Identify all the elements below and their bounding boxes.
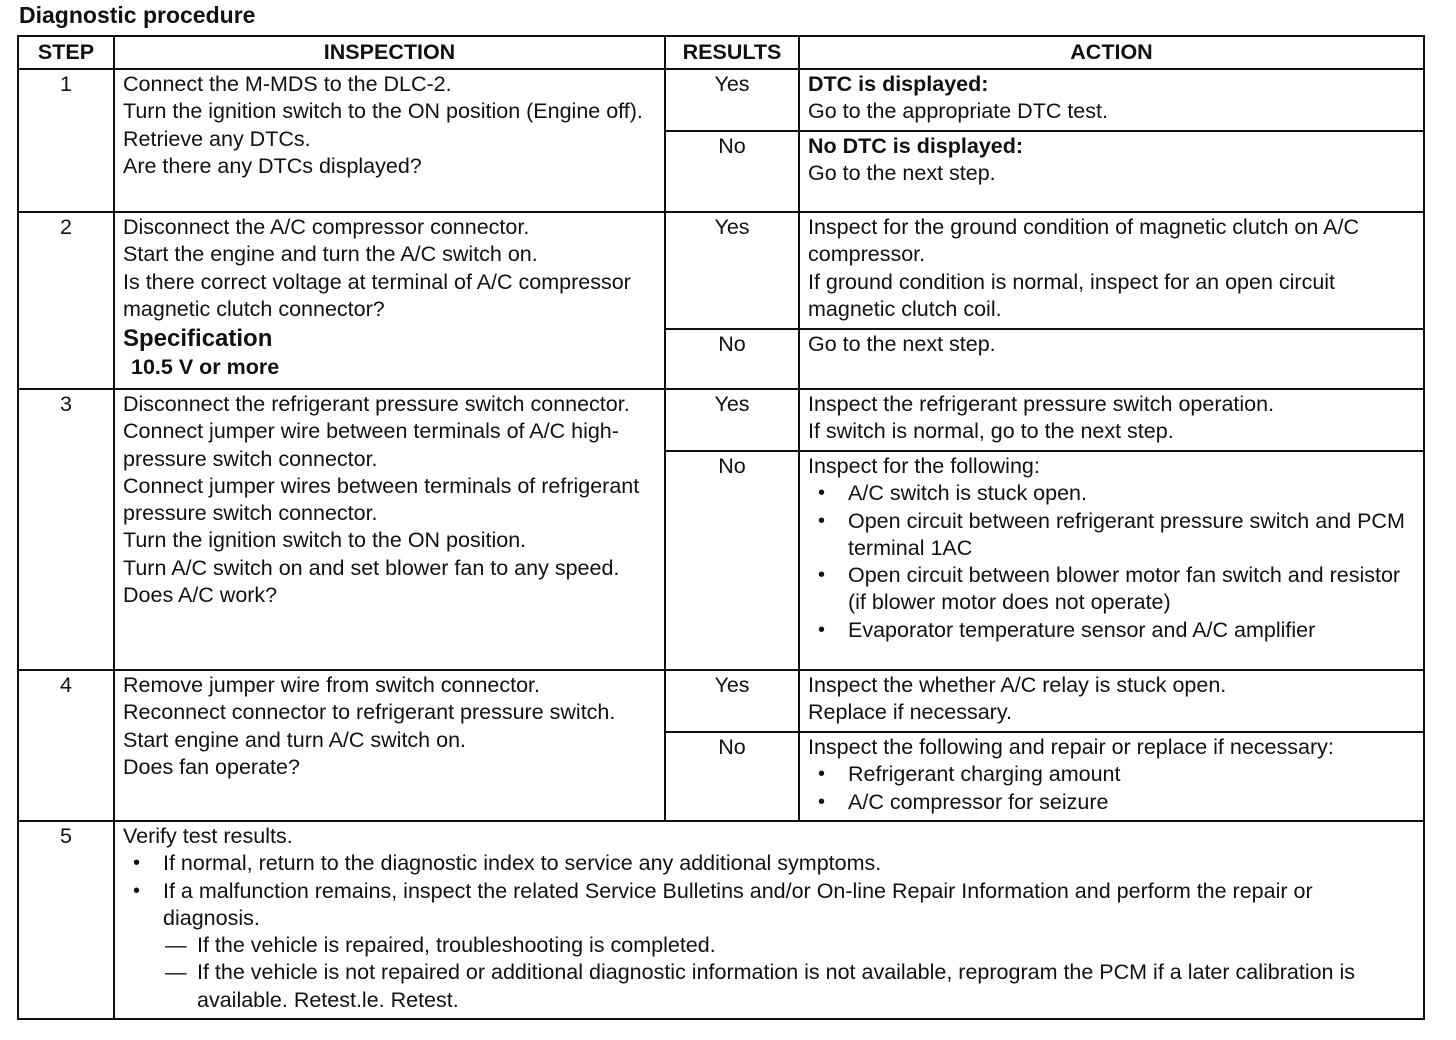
action-line: If ground condition is normal, inspect for an open circuit magnetic clutch coil. bbox=[808, 269, 1336, 321]
list-item: • If normal, return to the diagnostic index to service any additional symptoms. bbox=[163, 850, 1415, 877]
inspection-line: Disconnect the A/C compressor connector. bbox=[123, 215, 530, 239]
action-line: Go to the appropriate DTC test. bbox=[808, 99, 1108, 124]
list-item: • Refrigerant charging amount bbox=[848, 761, 1415, 788]
list-item: — If the vehicle is repaired, troubleshooting is completed. bbox=[197, 932, 1415, 959]
step-4-yes-row bbox=[18, 670, 1424, 732]
inspection-line: Remove jumper wire from switch connector. bbox=[123, 673, 541, 697]
step-number: 3 bbox=[18, 389, 114, 670]
list-item: • Open circuit between blower motor fan switch and resistor (if blower motor does not operate) bbox=[848, 562, 1415, 617]
header-results: RESULTS bbox=[665, 36, 799, 69]
action-bullet-list bbox=[808, 480, 1415, 644]
step-4-inspection bbox=[114, 670, 665, 821]
step-2-no-action bbox=[799, 329, 1424, 389]
action-bullet-list bbox=[808, 761, 1415, 816]
inspection-bullet-list bbox=[123, 850, 1415, 932]
table-header-row bbox=[18, 36, 1424, 69]
step-1-yes-action bbox=[799, 69, 1424, 131]
inspection-line: Does fan operate? bbox=[123, 754, 300, 779]
step-3-inspection bbox=[114, 389, 665, 670]
inspection-line: Turn A/C switch on and set blower fan to any speed. bbox=[123, 555, 620, 580]
result-no: No bbox=[665, 329, 799, 389]
action-line: Inspect for the ground condition of magnetic clutch on A/C compressor. bbox=[808, 215, 1359, 267]
action-line: Go to the next step. bbox=[808, 332, 996, 356]
step-1-inspection bbox=[114, 69, 665, 212]
header-step: STEP bbox=[18, 36, 114, 69]
list-item: — If the vehicle is not repaired or additional diagnostic information is not available, reprogram the PCM if a later calibration is available. Retest.le. Retest. bbox=[197, 959, 1415, 1014]
action-line: Go to the next step. bbox=[808, 161, 996, 186]
list-item: • If a malfunction remains, inspect the related Service Bulletins and/or On-line Repair Information and perform the repair or diagnosis. bbox=[163, 878, 1415, 933]
inspection-dash-list bbox=[123, 932, 1415, 1014]
inspection-line: Verify test results. bbox=[123, 824, 293, 848]
result-yes: Yes bbox=[665, 389, 799, 451]
specification-value: 10.5 V or more bbox=[131, 355, 280, 380]
result-yes: Yes bbox=[665, 670, 799, 732]
action-heading: DTC is displayed: bbox=[808, 72, 989, 96]
step-2-yes-action bbox=[799, 212, 1424, 329]
result-no: No bbox=[665, 732, 799, 821]
step-number: 1 bbox=[18, 69, 114, 212]
inspection-line: Are there any DTCs displayed? bbox=[123, 153, 422, 178]
step-3-no-action bbox=[799, 451, 1424, 670]
action-intro: Inspect for the following: bbox=[808, 454, 1040, 478]
action-line: Inspect the refrigerant pressure switch operation. bbox=[808, 392, 1275, 416]
result-yes: Yes bbox=[665, 69, 799, 131]
step-4-yes-action bbox=[799, 670, 1424, 732]
inspection-line: Is there correct voltage at terminal of A/C compressor magnetic clutch connector? bbox=[123, 269, 631, 321]
step-1-no-action bbox=[799, 131, 1424, 212]
step-number: 2 bbox=[18, 212, 114, 389]
step-5-inspection bbox=[114, 821, 1424, 1019]
result-no: No bbox=[665, 451, 799, 670]
result-yes: Yes bbox=[665, 212, 799, 329]
step-1-yes-row bbox=[18, 69, 1424, 131]
action-line: Replace if necessary. bbox=[808, 700, 1012, 725]
inspection-line: Connect jumper wires between terminals of refrigerant pressure switch connector. bbox=[123, 473, 640, 526]
inspection-line: Does A/C work? bbox=[123, 583, 278, 608]
step-2-inspection bbox=[114, 212, 665, 389]
result-no: No bbox=[665, 131, 799, 212]
step-number: 4 bbox=[18, 670, 114, 821]
inspection-line: Connect the M-MDS to the DLC-2. bbox=[123, 72, 452, 96]
action-intro: Inspect the following and repair or replace if necessary: bbox=[808, 735, 1334, 759]
list-item: • Open circuit between refrigerant pressure switch and PCM terminal 1AC bbox=[848, 508, 1415, 563]
inspection-line: Start engine and turn A/C switch on. bbox=[123, 727, 467, 752]
header-action: ACTION bbox=[799, 36, 1424, 69]
inspection-line: Turn the ignition switch to the ON position (Engine off). bbox=[123, 99, 643, 124]
diagnostic-procedure-table bbox=[17, 35, 1425, 1020]
inspection-line: Retrieve any DTCs. bbox=[123, 126, 311, 151]
action-line: Inspect the whether A/C relay is stuck open. bbox=[808, 673, 1227, 697]
inspection-line: Reconnect connector to refrigerant pressure switch. bbox=[123, 700, 616, 725]
specification-heading: Specification bbox=[123, 325, 273, 353]
step-5-row bbox=[18, 821, 1424, 1019]
list-item: • A/C switch is stuck open. bbox=[848, 480, 1415, 507]
page-title: Diagnostic procedure bbox=[19, 2, 256, 28]
inspection-line: Connect jumper wire between terminals of A/C high-pressure switch connector. bbox=[123, 419, 619, 471]
list-item: • Evaporator temperature sensor and A/C amplifier bbox=[848, 617, 1415, 644]
action-heading: No DTC is displayed: bbox=[808, 134, 1024, 158]
action-line: If switch is normal, go to the next step. bbox=[808, 419, 1174, 444]
step-3-yes-row bbox=[18, 389, 1424, 451]
step-3-yes-action bbox=[799, 389, 1424, 451]
step-number: 5 bbox=[18, 821, 114, 1019]
step-2-yes-row bbox=[18, 212, 1424, 329]
inspection-line: Start the engine and turn the A/C switch on. bbox=[123, 242, 538, 267]
list-item: • A/C compressor for seizure bbox=[848, 789, 1415, 816]
step-4-no-action bbox=[799, 732, 1424, 821]
inspection-line: Disconnect the refrigerant pressure switch connector. bbox=[123, 392, 630, 416]
inspection-line: Turn the ignition switch to the ON position. bbox=[123, 528, 527, 553]
header-inspection: INSPECTION bbox=[114, 36, 665, 69]
